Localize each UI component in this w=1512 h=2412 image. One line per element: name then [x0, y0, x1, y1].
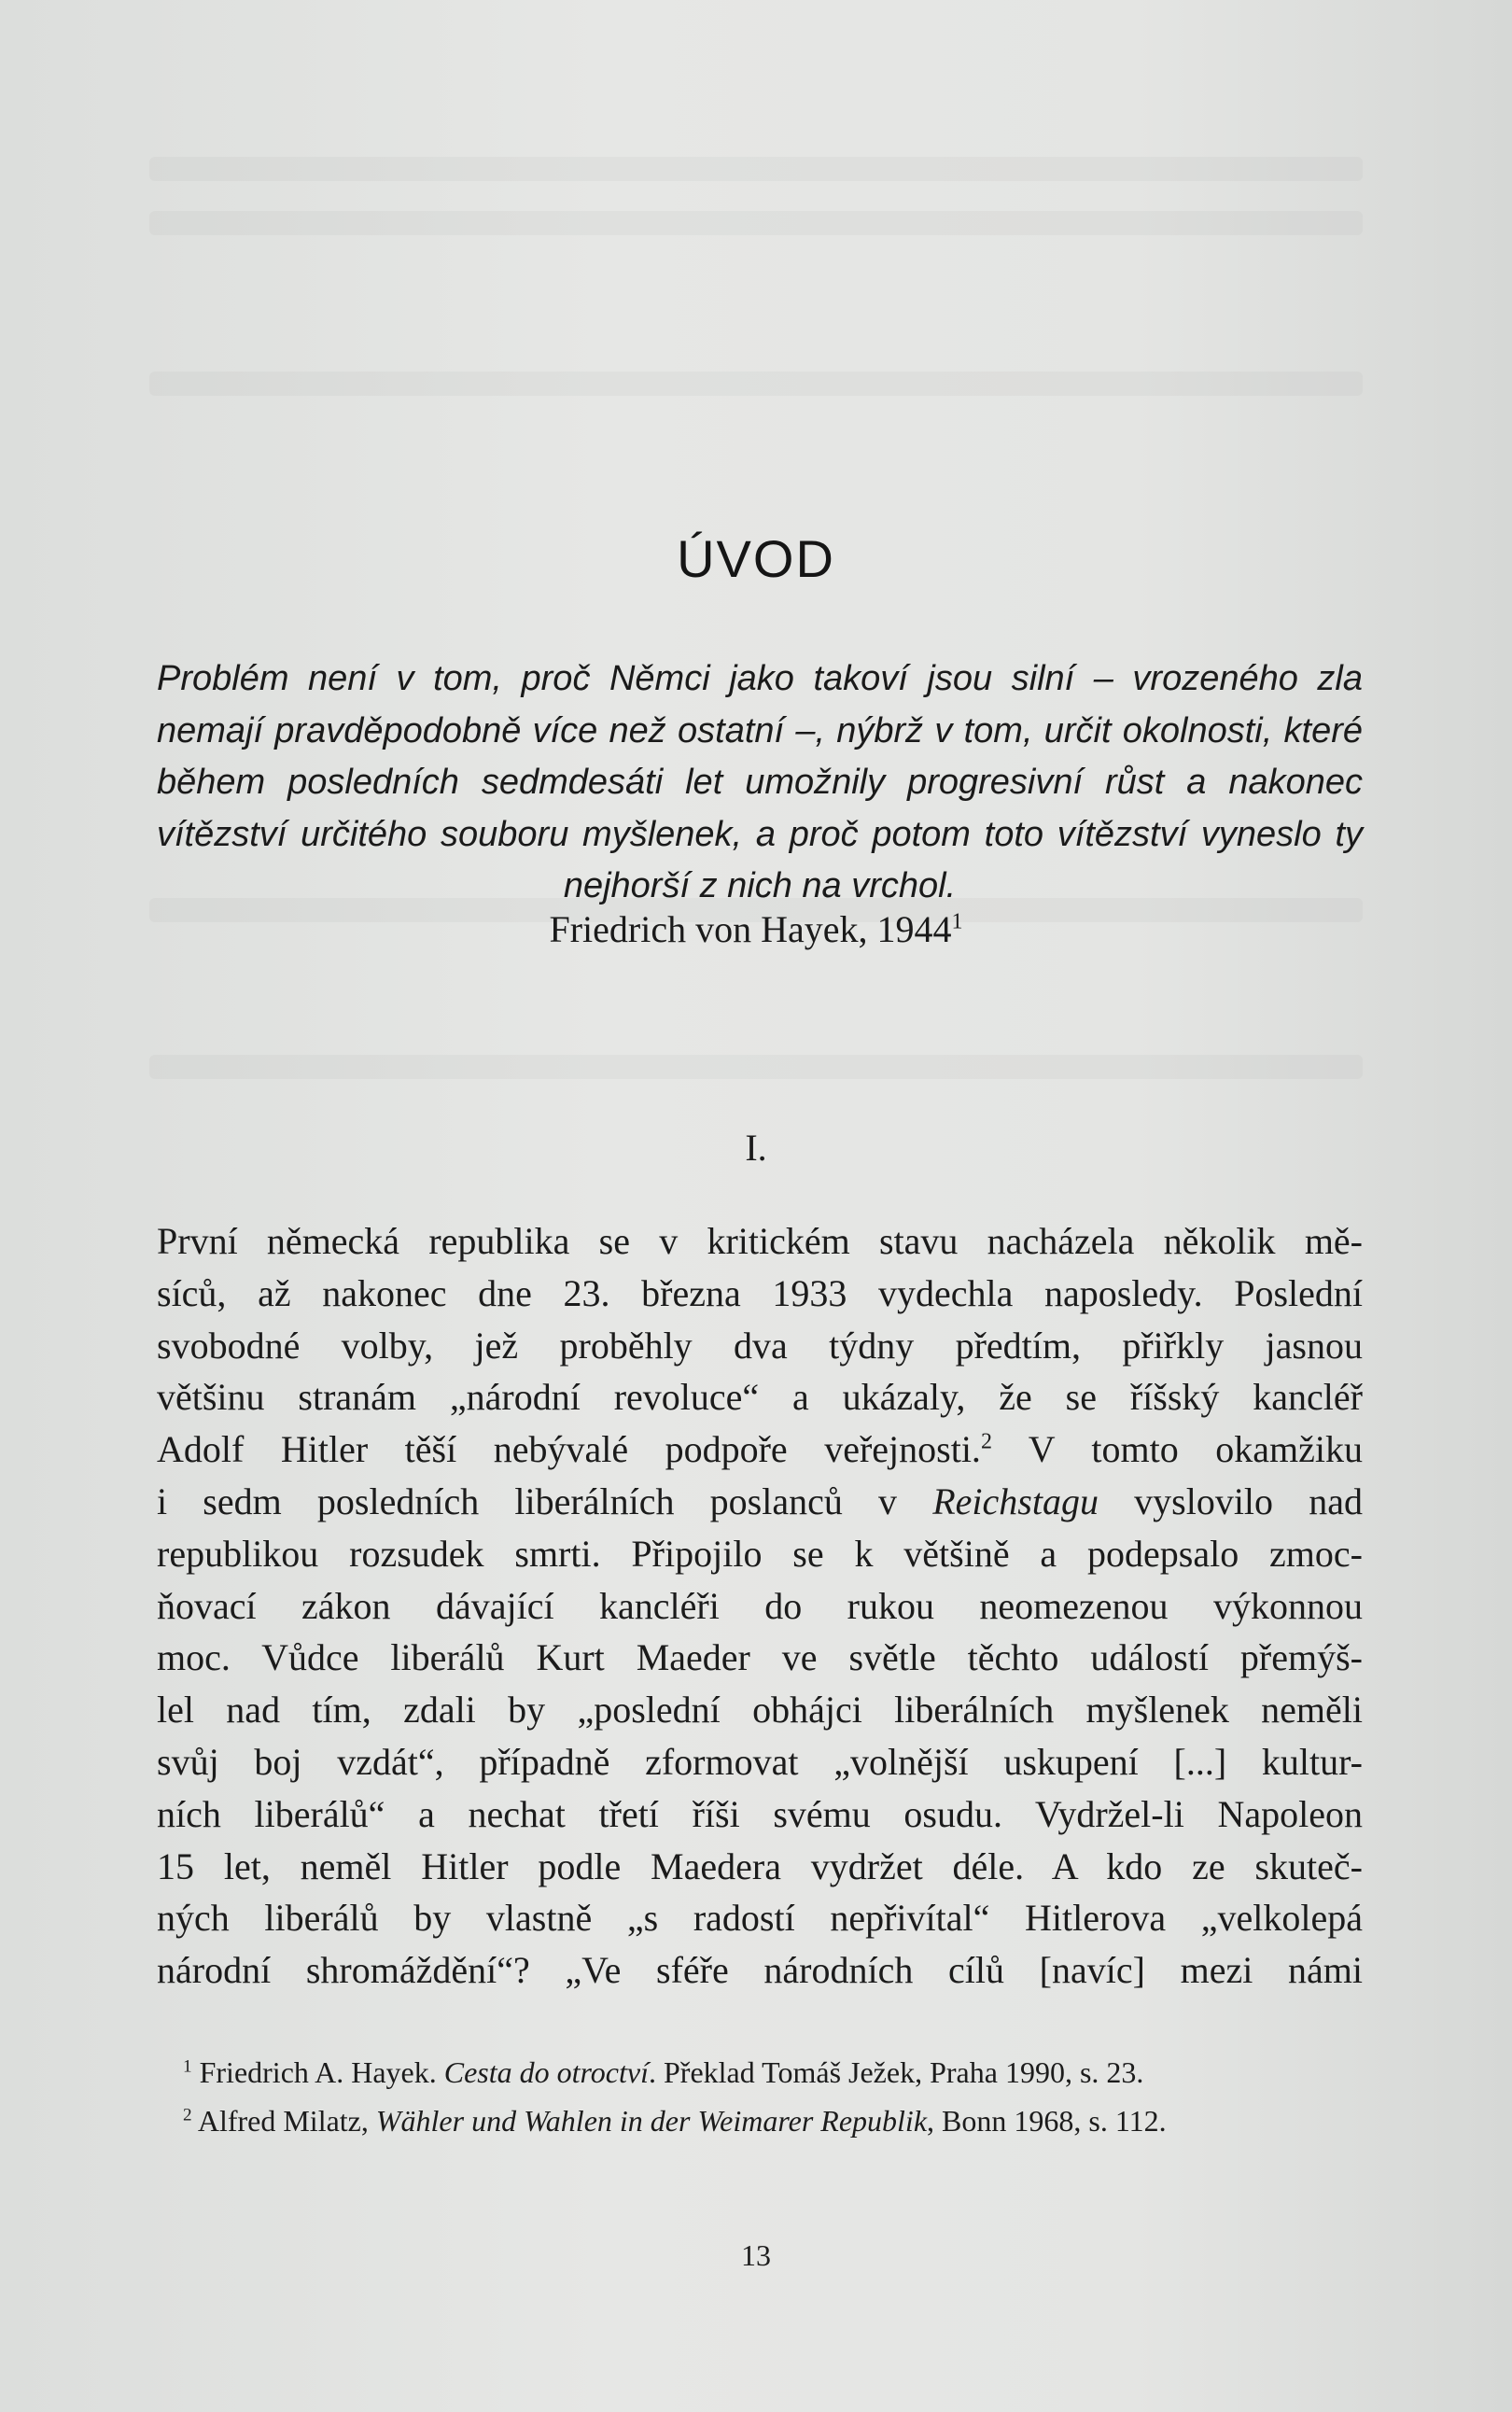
- footnote-details: . Překlad Tomáš Ježek, Praha 1990, s. 23.: [648, 2055, 1144, 2089]
- body-line: svůj boj vzdát“, případně zformovat „volnější uskupení [...] kultur-: [157, 1740, 1363, 1783]
- page-number: 13: [741, 2238, 771, 2272]
- footnote: [183, 2096, 1363, 2145]
- body-line: 15 let, neměl Hitler podle Maedera vydržet déle. A kdo ze skuteč-: [157, 1844, 1363, 1887]
- body-line-part: i sedm posledních liberálních poslanců v: [157, 1479, 933, 1522]
- epigraph-attribution: [0, 907, 1512, 951]
- footnote-ref-1: 1: [951, 909, 963, 934]
- footnote-number: 1: [183, 2056, 192, 2077]
- body-paragraph: [157, 1215, 1363, 1997]
- body-line: ných liberálů by vlastně „s radostí nepřivítal“ Hitlerova „velkolepá: [157, 1897, 1363, 1940]
- body-line: svobodné volby, jež proběhly dva týdny předtím, přiřkly jasnou: [157, 1324, 1363, 1367]
- show-through-text: [149, 372, 1363, 396]
- body-line-part: V tomto okamžiku: [991, 1428, 1363, 1471]
- show-through-text: [149, 211, 1363, 235]
- body-line: síců, až nakonec dne 23. března 1933 vydechla naposledy. Poslední: [157, 1271, 1363, 1314]
- footnote-title: Wähler und Wahlen in der Weimarer Republik: [375, 2104, 928, 2138]
- footnote-number: 2: [183, 2105, 192, 2125]
- footnote-author: Alfred Milatz,: [197, 2104, 369, 2138]
- footnote-title: Cesta do otroctví: [443, 2055, 649, 2089]
- body-line: lel nad tím, zdali by „poslední obhájci liberálních myšlenek neměli: [157, 1689, 1363, 1732]
- body-line-italic: Reichstagu: [932, 1479, 1099, 1522]
- body-line: [157, 1423, 1363, 1476]
- footnotes: [183, 2048, 1363, 2145]
- show-through-text: [149, 1055, 1363, 1079]
- show-through-text: [149, 157, 1363, 181]
- body-line: [157, 1476, 1363, 1528]
- body-line: republikou rozsudek smrti. Připojilo se k většině a podepsalo zmoc-: [157, 1532, 1363, 1575]
- body-line: ních liberálů“ a nechat třetí říši svému osudu. Vydržel-li Napoleon: [157, 1792, 1363, 1835]
- footnote-ref-2: 2: [980, 1429, 992, 1454]
- chapter-heading: ÚVOD: [677, 529, 835, 588]
- footnote-author: Friedrich A. Hayek.: [199, 2055, 437, 2089]
- section-number: I.: [745, 1127, 767, 1169]
- footnote-details: , Bonn 1968, s. 112.: [927, 2104, 1167, 2138]
- body-line-part: Adolf Hitler těší nebývalé podpoře veřejnosti.: [157, 1428, 981, 1471]
- footnote: [183, 2048, 1363, 2096]
- body-line-part: vyslovilo nad: [1098, 1479, 1363, 1522]
- attribution-text: Friedrich von Hayek, 1944: [549, 908, 952, 950]
- epigraph-quote: Problém není v tom, proč Němci jako takoví jsou silní – vrozeného zla nemají pravděpodobně více než ostatní –, nýbrž v tom, určit okolnosti, které během posledních sedmdesáti let umožnily progresivní růst a nakonec vítězství určitého souboru myšlenek, a proč potom toto vítězství vyneslo ty nejhorší z nich na vrchol.: [157, 659, 1363, 905]
- body-line: většinu stranám „národní revoluce“ a ukázaly, že se říšský kancléř: [157, 1376, 1363, 1419]
- body-line: národní shromáždění“? „Ve sféře národních cílů [navíc] mezi námi: [157, 1949, 1363, 1992]
- body-line: ňovací zákon dávající kancléři do rukou neomezenou výkonnou: [157, 1584, 1363, 1627]
- body-line: První německá republika se v kritickém stavu nacházela několik mě-: [157, 1220, 1363, 1262]
- body-line: moc. Vůdce liberálů Kurt Maeder ve světle těchto událostí přemýš-: [157, 1636, 1363, 1679]
